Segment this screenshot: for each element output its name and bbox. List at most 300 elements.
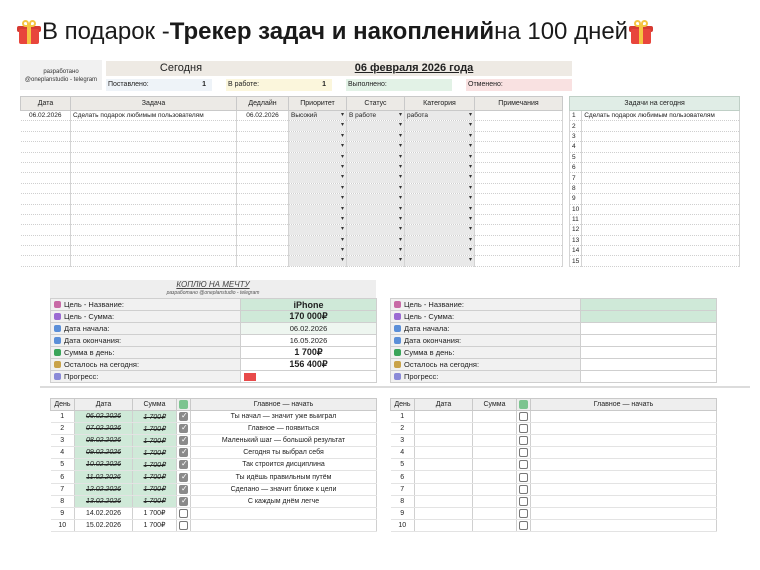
day-note [191,519,377,531]
day-checkbox-cell [517,483,531,495]
table-cell[interactable] [237,183,289,193]
day-checkbox[interactable] [179,436,188,445]
day-date [415,447,473,459]
table-cell[interactable] [237,162,289,172]
goal-row [391,347,717,359]
goal-label [391,371,581,383]
day-sum [473,459,517,471]
table-cell[interactable] [71,142,237,152]
list-item [570,235,740,245]
table-cell[interactable] [475,152,563,162]
goal-label [51,323,241,335]
goal-row-icon [54,313,61,320]
table-row [21,131,563,141]
day-checkbox-cell [517,411,531,423]
dropdown-cell[interactable] [289,194,347,204]
goal-value[interactable]: 1 700₽ [241,347,377,359]
day-checkbox[interactable] [179,460,188,469]
table-cell[interactable] [475,246,563,256]
table-cell[interactable] [475,131,563,141]
dropdown-cell[interactable] [405,121,475,131]
dropdown-cell[interactable] [347,173,405,183]
dropdown-cell[interactable]: В работе ▾ [347,111,405,121]
table-cell[interactable]: 06.02.2026 [237,111,289,121]
day-checkbox[interactable] [179,424,188,433]
goal-row-icon [394,325,401,332]
goal-value[interactable] [581,335,717,347]
table-row [21,194,563,204]
goal-value[interactable] [581,311,717,323]
goal-value[interactable] [581,347,717,359]
day-sum [473,507,517,519]
day-number: 8 [51,495,75,507]
day-checkbox[interactable] [519,485,528,494]
dropdown-cell[interactable] [347,152,405,162]
goal-label-text: Дата окончания: [404,336,462,345]
dream-title: КОПЛЮ НА МЕЧТУ [176,280,250,289]
column-header: Дедлайн [237,97,289,111]
goal-value[interactable]: 170 000₽ [241,311,377,323]
today-task[interactable]: Сделать подарок любимым пользователям [582,111,740,121]
day-note [531,483,717,495]
table-cell[interactable]: Сделать подарок любимым пользователям [71,111,237,121]
dropdown-cell[interactable]: работа ▾ [405,111,475,121]
status-count-value: 1 [322,81,326,88]
today-task[interactable] [582,225,740,235]
day-number: 4 [51,447,75,459]
table-cell[interactable] [21,235,71,245]
goal-row [51,311,377,323]
day-date [415,423,473,435]
day-checkbox-cell [517,519,531,531]
goal-row-icon [394,349,401,356]
day-number: 1 [391,411,415,423]
day-date [415,411,473,423]
today-label: Сегодня [106,61,256,76]
status-count [346,79,452,91]
day-note [531,471,717,483]
day-sum: 1 700₽ [133,411,177,423]
days-column-header: Главное — начать [191,399,377,411]
today-task[interactable] [582,256,740,266]
goal-right-table [390,298,717,383]
day-checkbox[interactable] [179,521,188,530]
table-row [21,142,563,152]
goal-label [391,359,581,371]
day-date: 09.02.2026 [75,447,133,459]
row-number: 12 [570,225,582,235]
goal-value[interactable]: 06.02.2026 [241,323,377,335]
day-sum: 1 700₽ [133,483,177,495]
table-cell[interactable] [475,111,563,121]
day-sum [473,411,517,423]
goal-label-text: Дата начала: [404,324,450,333]
day-checkbox-cell [177,483,191,495]
day-number: 7 [391,483,415,495]
goal-value[interactable] [581,323,717,335]
dropdown-cell[interactable] [347,162,405,172]
dropdown-cell[interactable] [289,235,347,245]
list-item [570,152,740,162]
table-cell[interactable] [475,183,563,193]
table-cell[interactable] [237,235,289,245]
goal-value[interactable] [581,371,717,383]
day-checkbox[interactable] [519,509,528,518]
day-row [391,495,717,507]
row-number: 2 [570,121,582,131]
table-cell[interactable] [21,162,71,172]
dropdown-cell[interactable] [405,256,475,266]
day-sum [473,483,517,495]
table-row [21,152,563,162]
row-number: 7 [570,173,582,183]
table-cell[interactable] [21,142,71,152]
table-cell[interactable] [237,256,289,266]
dropdown-cell[interactable] [405,246,475,256]
list-item [570,246,740,256]
table-cell[interactable] [237,131,289,141]
today-task[interactable] [582,131,740,141]
goal-value[interactable]: 16.05.2026 [241,335,377,347]
table-cell[interactable] [71,225,237,235]
headline [16,14,654,50]
dropdown-cell[interactable] [405,235,475,245]
day-row [51,495,377,507]
checkbox-header-icon [179,400,188,409]
dropdown-cell[interactable] [347,121,405,131]
goal-label [391,299,581,311]
days-column-header [517,399,531,411]
today-task[interactable] [582,183,740,193]
day-checkbox-cell [177,507,191,519]
day-checkbox[interactable] [519,424,528,433]
today-task[interactable] [582,121,740,131]
day-sum: 1 700₽ [133,435,177,447]
dropdown-cell[interactable] [347,256,405,266]
row-number: 1 [570,111,582,121]
days-column-header [177,399,191,411]
row-number: 14 [570,246,582,256]
goal-label-text: Дата начала: [64,324,110,333]
list-item [570,194,740,204]
row-number: 13 [570,235,582,245]
day-note: Сделано — значит ближе к цели [191,483,377,495]
column-header: Дата [21,97,71,111]
table-cell[interactable] [475,121,563,131]
table-row [21,256,563,266]
table-cell[interactable] [475,194,563,204]
table-cell[interactable] [21,225,71,235]
goal-label [51,311,241,323]
goal-row-icon [394,301,401,308]
table-cell[interactable] [71,194,237,204]
days-column-header: Дата [415,399,473,411]
dropdown-cell[interactable] [347,194,405,204]
table-cell[interactable] [237,142,289,152]
day-checkbox[interactable] [179,497,188,506]
dropdown-cell[interactable] [289,183,347,193]
today-task[interactable] [582,173,740,183]
dropdown-cell[interactable] [405,131,475,141]
day-note: Так строится дисциплина [191,459,377,471]
dropdown-cell[interactable] [347,204,405,214]
dropdown-cell[interactable] [289,225,347,235]
days-left-table [50,398,377,532]
day-row [391,519,717,531]
goal-value[interactable]: 156 400₽ [241,359,377,371]
table-cell[interactable] [237,214,289,224]
table-cell[interactable] [71,235,237,245]
goal-row-icon [394,313,401,320]
dropdown-cell[interactable] [347,235,405,245]
day-note [531,459,717,471]
table-cell[interactable] [71,173,237,183]
day-checkbox[interactable] [179,473,188,482]
table-cell[interactable] [71,214,237,224]
day-sum: 1 700₽ [133,459,177,471]
day-sum: 1 700₽ [133,507,177,519]
table-cell[interactable] [475,235,563,245]
dropdown-cell[interactable] [347,183,405,193]
today-task[interactable] [582,246,740,256]
goal-row [391,299,717,311]
table-cell[interactable] [475,204,563,214]
day-row [51,507,377,519]
dropdown-cell[interactable] [405,142,475,152]
day-checkbox[interactable] [179,509,188,518]
goal-label [391,311,581,323]
day-row [51,447,377,459]
headline-suffix: на 100 дней [494,18,629,45]
table-cell[interactable] [475,173,563,183]
table-cell[interactable] [475,142,563,152]
day-number: 10 [391,519,415,531]
checkbox-header-icon [519,400,528,409]
day-note [531,495,717,507]
table-cell[interactable] [71,183,237,193]
dropdown-cell[interactable] [405,162,475,172]
table-cell[interactable] [71,152,237,162]
day-checkbox-cell [177,447,191,459]
day-checkbox[interactable] [179,412,188,421]
table-cell[interactable] [71,256,237,266]
day-note: С каждым днём легче [191,495,377,507]
goal-label-text: Дата окончания: [64,336,122,345]
goal-row-icon [54,349,61,356]
dropdown-cell[interactable] [405,173,475,183]
dropdown-cell[interactable] [347,131,405,141]
dropdown-cell[interactable] [347,214,405,224]
table-row [21,225,563,235]
day-checkbox-cell [517,447,531,459]
list-item [570,142,740,152]
today-task[interactable] [582,214,740,224]
table-cell[interactable]: 06.02.2026 [21,111,71,121]
goal-value[interactable]: iPhone [241,299,377,311]
goal-label [51,299,241,311]
dropdown-cell[interactable] [347,246,405,256]
today-task[interactable] [582,152,740,162]
list-item [570,214,740,224]
goal-value[interactable] [581,359,717,371]
day-checkbox[interactable] [179,448,188,457]
day-date [415,519,473,531]
day-row [391,423,717,435]
dropdown-cell[interactable] [289,256,347,266]
goal-row [51,371,377,383]
table-cell[interactable] [475,162,563,172]
goal-row [51,359,377,371]
day-sum [473,423,517,435]
status-count-value: 1 [202,81,206,88]
table-cell[interactable] [21,173,71,183]
dropdown-cell[interactable] [405,194,475,204]
dropdown-cell[interactable]: Высокий ▾ [289,111,347,121]
days-column-header: Главное — начать [531,399,717,411]
table-cell[interactable] [71,162,237,172]
dropdown-cell[interactable] [289,131,347,141]
table-cell[interactable] [21,194,71,204]
task-table [20,96,563,267]
dropdown-cell[interactable] [289,246,347,256]
dropdown-cell[interactable] [289,214,347,224]
status-count [466,79,572,91]
column-header: Приоритет [289,97,347,111]
table-cell[interactable] [71,204,237,214]
dropdown-cell[interactable] [405,183,475,193]
table-cell[interactable] [21,214,71,224]
table-cell[interactable] [237,246,289,256]
goal-label-text: Прогресс: [404,372,439,381]
day-number: 2 [391,423,415,435]
dropdown-cell[interactable] [405,214,475,224]
goal-label-text: Цель - Название: [404,300,465,309]
day-checkbox-cell [517,459,531,471]
day-note [531,423,717,435]
day-checkbox[interactable] [519,412,528,421]
goal-label-text: Цель - Сумма: [64,312,115,321]
table-row [21,214,563,224]
dropdown-cell[interactable] [347,225,405,235]
table-cell[interactable] [71,131,237,141]
day-note: Сегодня ты выбрал себя [191,447,377,459]
today-task[interactable] [582,194,740,204]
column-header: Статус [347,97,405,111]
table-row [21,204,563,214]
dropdown-cell[interactable] [405,204,475,214]
table-cell[interactable] [237,194,289,204]
table-cell[interactable] [237,204,289,214]
day-checkbox[interactable] [519,497,528,506]
list-item [570,111,740,121]
dream-header [50,280,376,300]
list-item [570,204,740,214]
day-checkbox[interactable] [519,521,528,530]
today-tasks-table [569,96,740,267]
table-cell[interactable] [21,246,71,256]
table-cell[interactable] [71,246,237,256]
goal-row [391,359,717,371]
goal-label-text: Осталось на сегодня: [404,360,480,369]
table-cell[interactable] [21,256,71,266]
day-checkbox[interactable] [519,436,528,445]
day-checkbox-cell [177,411,191,423]
day-number: 5 [51,459,75,471]
table-cell[interactable] [475,256,563,266]
table-cell[interactable] [21,204,71,214]
today-task[interactable] [582,142,740,152]
dropdown-cell[interactable] [289,121,347,131]
table-cell[interactable] [237,225,289,235]
goal-label-text: Цель - Сумма: [404,312,455,321]
dropdown-cell[interactable] [347,142,405,152]
table-cell[interactable] [237,152,289,162]
table-cell[interactable] [21,152,71,162]
day-date [415,495,473,507]
dropdown-cell[interactable] [289,173,347,183]
table-cell[interactable] [237,121,289,131]
days-right-table [390,398,717,532]
dropdown-cell[interactable] [405,152,475,162]
goal-row-icon [394,373,401,380]
dropdown-cell[interactable] [405,225,475,235]
day-row [51,411,377,423]
day-row [51,483,377,495]
table-cell[interactable] [475,225,563,235]
day-number: 1 [51,411,75,423]
day-checkbox[interactable] [519,448,528,457]
day-checkbox-cell [517,495,531,507]
day-checkbox-cell [517,435,531,447]
today-task[interactable] [582,235,740,245]
goal-label [51,347,241,359]
goal-row [51,299,377,311]
day-date [415,435,473,447]
dropdown-cell[interactable] [289,162,347,172]
dropdown-cell[interactable] [289,142,347,152]
today-task[interactable] [582,162,740,172]
goal-value[interactable] [241,371,377,383]
goal-value[interactable] [581,299,717,311]
day-row [391,483,717,495]
list-item [570,173,740,183]
today-task[interactable] [582,204,740,214]
table-row [21,235,563,245]
table-cell[interactable] [21,131,71,141]
table-cell[interactable] [21,121,71,131]
day-date: 10.02.2026 [75,459,133,471]
table-cell[interactable] [21,183,71,193]
day-row [391,459,717,471]
table-cell[interactable] [71,121,237,131]
day-checkbox[interactable] [179,485,188,494]
day-date [415,471,473,483]
goal-label-text: Цель - Название: [64,300,125,309]
dropdown-cell[interactable] [289,204,347,214]
headline-bold: Трекер задач и накоплений [169,18,495,45]
table-cell[interactable] [475,214,563,224]
days-column-header: День [391,399,415,411]
day-checkbox[interactable] [519,460,528,469]
table-cell[interactable] [237,173,289,183]
goal-label [391,323,581,335]
dropdown-cell[interactable] [289,152,347,162]
day-row [51,459,377,471]
list-item [570,121,740,131]
day-checkbox[interactable] [519,473,528,482]
goal-label [391,335,581,347]
days-column-header: Сумма [133,399,177,411]
